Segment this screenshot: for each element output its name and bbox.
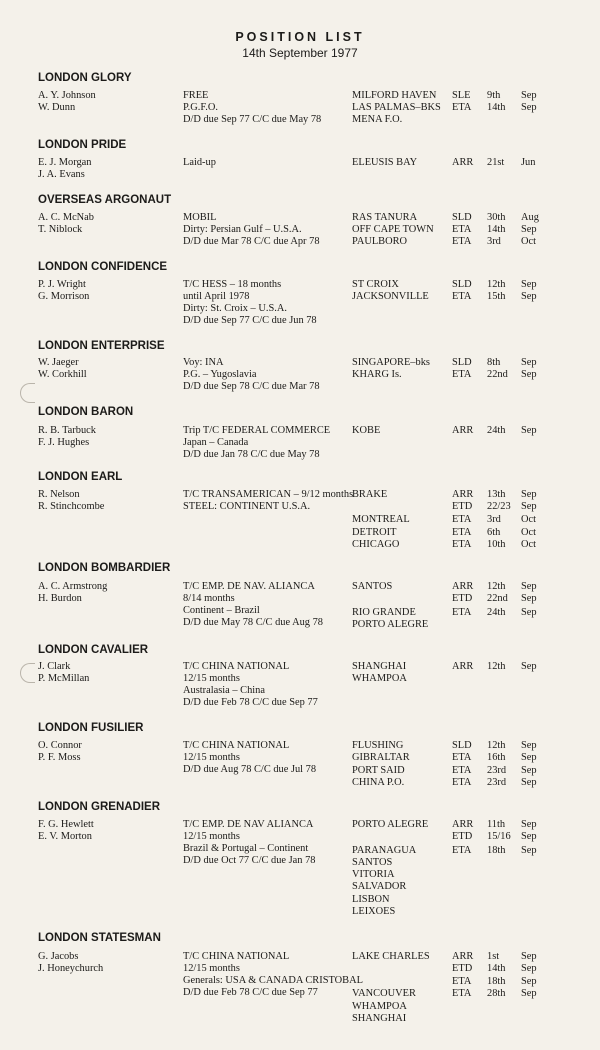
port-status: ETA [452,224,472,235]
ship-name: LONDON STATESMAN [38,932,161,944]
port-day: 12th [487,740,506,751]
port-month: Sep [521,607,537,618]
port-name: PAULBORO [352,236,408,247]
officer-name: A. C. Armstrong [38,581,108,592]
port-month: Oct [521,539,537,550]
port-name: CHICAGO [352,539,400,550]
port-status: ETD [452,501,473,512]
charter-detail: FREE [183,90,209,101]
port-month: Sep [521,777,537,788]
port-status: ETD [452,593,473,604]
port-name: WHAMPOA [352,673,407,684]
charter-detail: Trip T/C FEDERAL COMMERCE [183,425,331,436]
port-month: Oct [521,527,537,538]
charter-detail: D/D due Sep 78 C/C due Mar 78 [183,381,320,392]
port-month: Sep [521,752,537,763]
port-day: 1st [487,951,500,962]
port-month: Aug [521,212,539,223]
port-name: SANTOS [352,581,393,592]
officer-name: P. McMillan [38,673,90,684]
charter-detail: D/D due Oct 77 C/C due Jan 78 [183,855,316,866]
port-day: 22/23 [487,501,511,512]
officer-name: R. Nelson [38,489,80,500]
port-day: 13th [487,489,506,500]
ship-name: LONDON GLORY [38,72,132,84]
port-day: 12th [487,279,506,290]
officer-name: H. Burdon [38,593,82,604]
charter-detail: T/C CHINA NATIONAL [183,951,290,962]
port-day: 24th [487,607,506,618]
port-status: ETD [452,831,473,842]
port-day: 10th [487,539,506,550]
document-date: 14th September 1977 [242,46,358,60]
ship-name: LONDON BARON [38,406,134,418]
port-name: SINGAPORE–bks [352,357,430,368]
port-status: ETA [452,514,472,525]
port-day: 24th [487,425,506,436]
port-status: ETA [452,976,472,987]
officer-name: F. G. Hewlett [38,819,94,830]
port-month: Sep [521,501,537,512]
port-status: ETA [452,765,472,776]
port-month: Sep [521,90,537,101]
port-month: Sep [521,740,537,751]
charter-detail: Brazil & Portugal – Continent [183,843,309,854]
charter-detail: 12/15 months [183,673,240,684]
charter-detail: Laid-up [183,157,216,168]
port-month: Sep [521,845,537,856]
officer-name: O. Connor [38,740,82,751]
charter-detail: T/C EMP. DE NAV ALIANCA [183,819,314,830]
port-month: Sep [521,593,537,604]
port-day: 14th [487,102,506,113]
port-name: ELEUSIS BAY [352,157,418,168]
port-status: SLD [452,740,472,751]
port-status: ETA [452,845,472,856]
charter-detail: Dirty: Persian Gulf – U.S.A. [183,224,302,235]
port-status: SLD [452,279,472,290]
port-month: Sep [521,581,537,592]
ship-name: LONDON CONFIDENCE [38,261,168,273]
port-month: Sep [521,425,537,436]
port-month: Oct [521,236,537,247]
charter-detail: 12/15 months [183,963,240,974]
port-status: ARR [452,489,474,500]
charter-detail: T/C CHINA NATIONAL [183,740,290,751]
charter-detail: T/C EMP. DE NAV. ALIANCA [183,581,315,592]
ship-name: OVERSEAS ARGONAUT [38,194,172,206]
officer-name: E. J. Morgan [38,157,92,168]
charter-detail: D/D due Jan 78 C/C due May 78 [183,449,320,460]
port-status: ARR [452,157,474,168]
officer-name: A. Y. Johnson [38,90,96,101]
port-day: 14th [487,963,506,974]
charter-detail: 12/15 months [183,752,240,763]
port-name: LAKE CHARLES [352,951,430,962]
port-day: 18th [487,976,506,987]
officer-name: W. Corkhill [38,369,87,380]
port-name: RAS TANURA [352,212,418,223]
charter-detail: STEEL: CONTINENT U.S.A. [183,501,311,512]
port-name: PORTO ALEGRE [352,619,429,630]
charter-detail: D/D due Aug 78 C/C due Jul 78 [183,764,317,775]
ship-name: LONDON ENTERPRISE [38,340,165,352]
port-day: 15/16 [487,831,511,842]
port-status: ETA [452,988,472,999]
port-day: 18th [487,845,506,856]
port-status: ETA [452,102,472,113]
port-month: Sep [521,102,537,113]
port-day: 14th [487,224,506,235]
port-status: ARR [452,951,474,962]
port-month: Sep [521,291,537,302]
port-month: Sep [521,765,537,776]
port-day: 3rd [487,514,501,525]
port-day: 23rd [487,777,507,788]
port-status: ETA [452,291,472,302]
officer-name: R. Stinchcombe [38,501,105,512]
charter-detail: D/D due Mar 78 C/C due Apr 78 [183,236,320,247]
port-name: LEIXOES [352,906,396,917]
port-name: CHINA P.O. [352,777,405,788]
charter-detail: Generals: USA & CANADA CRISTOBAL [183,975,363,986]
officer-name: F. J. Hughes [38,437,90,448]
ship-name: LONDON FUSILIER [38,722,144,734]
officer-name: A. C. McNab [38,212,94,223]
charter-detail: P.G. – Yugoslavia [183,369,257,380]
document-title: POSITION LIST [235,30,365,44]
port-name: OFF CAPE TOWN [352,224,434,235]
port-name: KHARG Is. [352,369,402,380]
port-month: Sep [521,489,537,500]
port-name: SALVADOR [352,881,407,892]
ship-name: LONDON GRENADIER [38,801,161,813]
port-name: MONTREAL [352,514,410,525]
port-status: ETA [452,777,472,788]
port-name: BRAKE [352,489,388,500]
charter-detail: T/C TRANSAMERICAN – 9/12 months [183,489,354,500]
officer-name: J. Honeychurch [38,963,104,974]
port-name: PARANAGUA [352,845,417,856]
port-month: Sep [521,224,537,235]
port-status: ARR [452,661,474,672]
officer-name: T. Niblock [38,224,83,235]
port-day: 8th [487,357,501,368]
port-day: 22nd [487,369,508,380]
port-day: 15th [487,291,506,302]
port-status: ARR [452,581,474,592]
port-month: Sep [521,819,537,830]
port-name: VANCOUVER [352,988,416,999]
port-name: PORTO ALEGRE [352,819,429,830]
port-month: Sep [521,831,537,842]
port-status: ETA [452,236,472,247]
port-status: ARR [452,425,474,436]
port-status: ETA [452,369,472,380]
officer-name: P. J. Wright [38,279,86,290]
port-month: Sep [521,963,537,974]
ship-name: LONDON BOMBARDIER [38,562,171,574]
port-month: Oct [521,514,537,525]
port-month: Sep [521,988,537,999]
charter-detail: T/C CHINA NATIONAL [183,661,290,672]
port-month: Sep [521,279,537,290]
port-status: ETA [452,752,472,763]
port-name: SHANGHAI [352,661,407,672]
ship-name: LONDON EARL [38,471,123,483]
port-day: 23rd [487,765,507,776]
officer-name: E. V. Morton [38,831,92,842]
port-day: 21st [487,157,505,168]
charter-detail: Continent – Brazil [183,605,260,616]
port-status: SLD [452,212,472,223]
port-month: Sep [521,976,537,987]
port-name: LISBON [352,894,390,905]
port-day: 11th [487,819,506,830]
port-day: 28th [487,988,506,999]
port-name: JACKSONVILLE [352,291,429,302]
officer-name: J. Clark [38,661,71,672]
officer-name: G. Jacobs [38,951,79,962]
charter-detail: Voy: INA [183,357,224,368]
port-name: MILFORD HAVEN [352,90,437,101]
charter-detail: D/D due Feb 78 C/C due Sep 77 [183,987,318,998]
port-name: FLUSHING [352,740,404,751]
port-day: 12th [487,581,506,592]
charter-detail: Australasia – China [183,685,265,696]
officer-name: W. Dunn [38,102,76,113]
charter-detail: D/D due Feb 78 C/C due Sep 77 [183,697,318,708]
charter-detail: Dirty: St. Croix – U.S.A. [183,303,287,314]
port-month: Sep [521,357,537,368]
officer-name: G. Morrison [38,291,90,302]
port-name: GIBRALTAR [352,752,410,763]
port-month: Sep [521,951,537,962]
port-month: Sep [521,369,537,380]
charter-detail: MOBIL [183,212,217,223]
charter-detail: D/D due Sep 77 C/C due May 78 [183,114,322,125]
ship-name: LONDON CAVALIER [38,644,149,656]
charter-detail: D/D due May 78 C/C due Aug 78 [183,617,323,628]
port-name: KOBE [352,425,381,436]
port-status: ETD [452,963,473,974]
port-name: SANTOS [352,857,393,868]
charter-detail: P.G.F.O. [183,102,218,113]
officer-name: J. A. Evans [38,169,85,180]
charter-detail: T/C HESS – 18 months [183,279,282,290]
port-name: VITORIA [352,869,395,880]
port-status: ETA [452,527,472,538]
port-day: 22nd [487,593,508,604]
port-day: 9th [487,90,501,101]
port-status: ETA [452,539,472,550]
officer-name: W. Jaeger [38,357,79,368]
charter-detail: Japan – Canada [183,437,249,448]
officer-name: P. F. Moss [38,752,81,763]
charter-detail: 12/15 months [183,831,240,842]
port-month: Jun [521,157,536,168]
port-status: SLD [452,357,472,368]
port-day: 3rd [487,236,501,247]
officer-name: R. B. Tarbuck [38,425,96,436]
port-name: DETROIT [352,527,397,538]
port-day: 12th [487,661,506,672]
port-name: RIO GRANDE [352,607,416,618]
ship-name: LONDON PRIDE [38,139,127,151]
port-status: ARR [452,819,474,830]
port-status: ETA [452,607,472,618]
port-name: PORT SAID [352,765,405,776]
port-status: SLE [452,90,471,101]
punch-hole-mark [20,663,35,683]
charter-detail: D/D due Sep 77 C/C due Jun 78 [183,315,317,326]
port-name: WHAMPOA [352,1001,407,1012]
charter-detail: 8/14 months [183,593,235,604]
port-name: LAS PALMAS–BKS [352,102,441,113]
port-name: ST CROIX [352,279,399,290]
punch-hole-mark [20,383,35,403]
port-day: 30th [487,212,506,223]
port-name: SHANGHAI [352,1013,407,1024]
port-day: 6th [487,527,501,538]
port-day: 16th [487,752,506,763]
charter-detail: until April 1978 [183,291,250,302]
port-month: Sep [521,661,537,672]
port-name: MENA F.O. [352,114,403,125]
